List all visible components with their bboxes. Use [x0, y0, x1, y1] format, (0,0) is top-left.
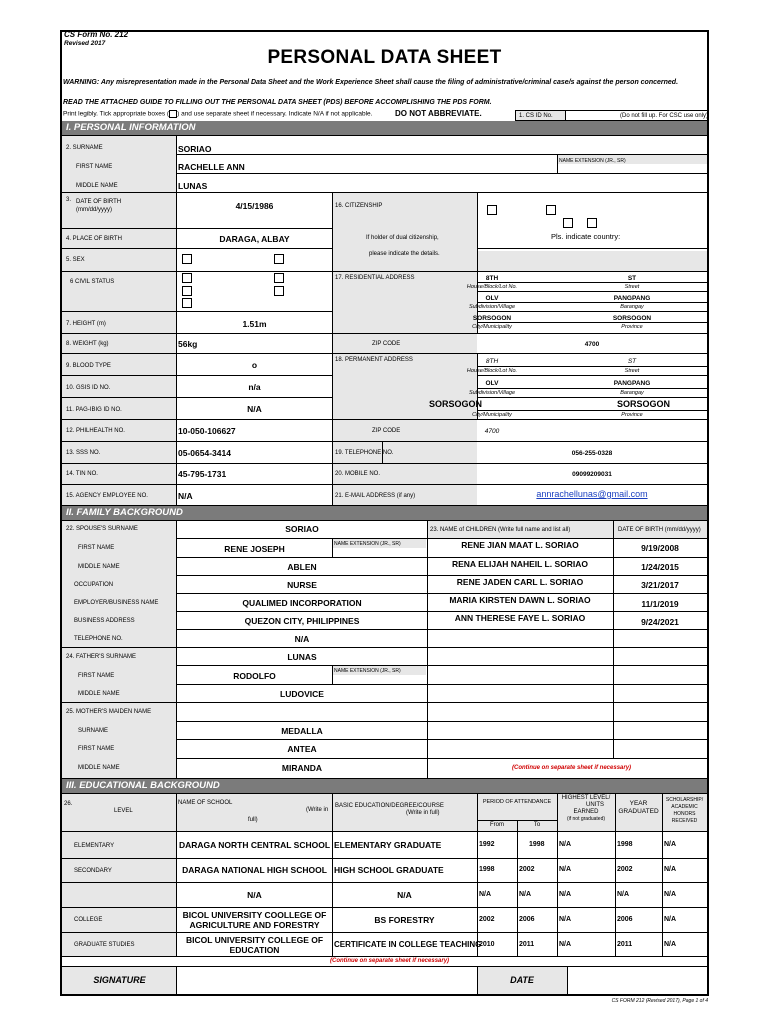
- civil-box-married[interactable]: [274, 273, 284, 283]
- honors-header-c: HONORS: [673, 811, 696, 817]
- perm-barangay[interactable]: PANGPANG: [613, 380, 651, 387]
- edu-honors-4[interactable]: N/A: [664, 916, 677, 923]
- edu-from-3[interactable]: N/A: [479, 891, 492, 898]
- units-header-d: (if not graduated): [566, 816, 606, 822]
- perm-province-sub: Province: [621, 412, 643, 418]
- father-first-label: FIRST NAME: [78, 673, 115, 679]
- mother-label: 25. MOTHER'S MAIDEN NAME: [66, 709, 152, 715]
- spouse-telephone-value[interactable]: N/A: [294, 634, 310, 644]
- date-label: DATE: [510, 975, 534, 985]
- philhealth-label: 12. PHILHEALTH NO.: [66, 428, 125, 434]
- res-house[interactable]: 8TH: [485, 275, 499, 282]
- honors-header: [662, 797, 707, 825]
- year-header: [615, 800, 662, 816]
- civil-status-label: 6 CIVIL STATUS: [70, 279, 115, 285]
- res-province-sub: Province: [621, 324, 643, 330]
- citizenship-box-4[interactable]: [587, 218, 597, 228]
- edu-school-4[interactable]: BICOL UNIVERSITY COOLLEGE OF: [182, 910, 327, 920]
- residential-label: 17. RESIDENTIAL ADDRESS: [335, 275, 415, 281]
- date-field[interactable]: [568, 967, 707, 994]
- edu-units-3[interactable]: N/A: [559, 891, 572, 898]
- child-3-dob[interactable]: 3/21/2017: [641, 580, 679, 590]
- edu-year-3[interactable]: N/A: [617, 891, 630, 898]
- middle-name-value[interactable]: LUNAS: [178, 181, 208, 191]
- country-label: Pls. indicate country:: [551, 232, 621, 241]
- spouse-surname-label: 22. SPOUSE'S SURNAME: [66, 526, 138, 532]
- pagibig-label: 11. PAG-IBIG ID NO.: [66, 407, 122, 413]
- blood-type-value[interactable]: o: [251, 360, 258, 370]
- edu-from-5[interactable]: 2010: [479, 941, 495, 948]
- signature-label: SIGNATURE: [93, 975, 146, 985]
- children-label: 23. NAME of CHILDREN (Write full name and list all): [430, 527, 571, 533]
- child-3-name[interactable]: RENE JADEN CARL L. SORIAO: [456, 577, 584, 587]
- edu-honors-3[interactable]: N/A: [664, 891, 677, 898]
- employer-label: EMPLOYER/BUSINESS NAME: [74, 600, 159, 606]
- course-header-b: (Write in full): [406, 810, 440, 816]
- height-value[interactable]: 1.51m: [242, 319, 267, 329]
- edu-to-3[interactable]: N/A: [519, 891, 532, 898]
- sss-value[interactable]: 05-0654-3414: [178, 448, 231, 458]
- citizenship-box-3[interactable]: [563, 218, 573, 228]
- first-name-label: FIRST NAME: [76, 164, 113, 170]
- mother-first-label: FIRST NAME: [78, 746, 115, 752]
- edu-course-2[interactable]: HIGH SCHOOL GRADUATE: [334, 865, 444, 875]
- dob-label: DATE OF BIRTH: [76, 199, 122, 205]
- revised-label: Revised 2017: [64, 40, 106, 47]
- agency-label: 15. AGENCY EMPLOYEE NO.: [66, 493, 148, 499]
- civil-box-single[interactable]: [182, 273, 192, 283]
- edu-to-5[interactable]: 2011: [519, 941, 535, 948]
- period-header: PERIOD OF ATTENDANCE: [482, 799, 552, 805]
- spouse-middle-value[interactable]: ABLEN: [287, 562, 317, 572]
- edu-school-4-line2[interactable]: AGRICULTURE AND FORESTRY: [189, 920, 320, 930]
- edu-units-2[interactable]: N/A: [559, 866, 572, 873]
- spouse-middle-label: MIDDLE NAME: [78, 564, 120, 570]
- dual-citizenship-text-b: please indicate the details.: [369, 251, 440, 257]
- page-footer: CS FORM 212 (Revised 2017), Page 1 of 4: [611, 998, 708, 1004]
- no-abbreviate-text: DO NOT ABBREVIATE.: [395, 109, 482, 118]
- children-dob-label: DATE OF BIRTH (mm/dd/yyyy): [618, 527, 701, 533]
- edu-honors-1[interactable]: N/A: [664, 841, 677, 848]
- edu-honors-5[interactable]: N/A: [664, 941, 677, 948]
- year-header-b: GRADUATED: [618, 808, 659, 815]
- school-header-b: (Write in: [306, 807, 329, 813]
- res-barangay-sub: Barangay: [620, 304, 644, 310]
- first-name-value[interactable]: RACHELLE ANN: [178, 162, 245, 172]
- mother-surname-value[interactable]: MEDALLA: [281, 726, 323, 736]
- perm-zip-label: ZIP CODE: [372, 428, 401, 434]
- from-header: From: [490, 822, 504, 828]
- edu-to-2[interactable]: 2002: [519, 866, 535, 873]
- edu-level-2: SECONDARY: [74, 868, 112, 874]
- perm-subdivision-sub: Subdivision/Village: [468, 390, 516, 396]
- perm-house[interactable]: 8TH: [485, 358, 499, 365]
- spouse-ext-label: NAME EXTENSION (JR., SR): [334, 541, 401, 547]
- pob-label: 4. PLACE OF BIRTH: [66, 236, 122, 242]
- family-continue-note: (Continue on separate sheet if necessary): [512, 765, 632, 771]
- mother-surname-label: SURNAME: [78, 728, 109, 734]
- dob-value[interactable]: 4/15/1986: [235, 201, 274, 211]
- level-header: LEVEL: [114, 808, 133, 814]
- sex-label: 5. SEX: [66, 257, 85, 263]
- civil-box-other[interactable]: [182, 298, 192, 308]
- name-ext-label: NAME EXTENSION (JR., SR): [559, 158, 626, 164]
- res-zip-value[interactable]: 4700: [584, 341, 600, 348]
- sex-box-female[interactable]: [274, 254, 284, 264]
- perm-street-sub: Street: [624, 368, 640, 374]
- edu-from-2[interactable]: 1998: [479, 866, 495, 873]
- father-middle-value[interactable]: LUDOVICE: [280, 689, 324, 699]
- res-city[interactable]: SORSOGON: [472, 315, 512, 322]
- education-continue-note: (Continue on separate sheet if necessary): [330, 958, 450, 964]
- occupation-value[interactable]: NURSE: [287, 580, 317, 590]
- child-5-name[interactable]: ANN THERESE FAYE L. SORIAO: [454, 613, 586, 623]
- perm-province[interactable]: SORSOGON: [617, 399, 671, 409]
- edu-school-2[interactable]: DARAGA NATIONAL HIGH SCHOOL: [182, 865, 327, 875]
- philhealth-value[interactable]: 10-050-106627: [178, 426, 236, 436]
- child-2-name[interactable]: RENA ELIJAH NAHEIL L. SORIAO: [451, 559, 588, 569]
- child-2-dob[interactable]: 1/24/2015: [641, 562, 679, 572]
- perm-city[interactable]: SORSOGON: [429, 399, 483, 409]
- edu-course-3[interactable]: N/A: [397, 890, 412, 900]
- school-header-c: full): [248, 817, 258, 823]
- units-header-c: EARNED: [573, 809, 599, 815]
- edu-year-2[interactable]: 2002: [617, 866, 633, 873]
- mobile-label: 20. MOBILE NO.: [335, 471, 381, 477]
- edu-units-5[interactable]: N/A: [559, 941, 572, 948]
- telephone-label: 19. TELEPHONE NO.: [335, 450, 394, 456]
- edu-from-4[interactable]: 2002: [479, 916, 495, 923]
- permanent-label: 18. PERMANENT ADDRESS: [335, 357, 413, 363]
- page-title: PERSONAL DATA SHEET: [267, 47, 502, 68]
- father-middle-label: MIDDLE NAME: [78, 691, 120, 697]
- form-sheet: [60, 30, 709, 996]
- cs-id-note: (Do not fill up. For CSC use only): [620, 113, 709, 119]
- email-label: 21. E-MAIL ADDRESS (if any): [335, 493, 416, 499]
- print-text-a: Print legibly. Tick appropriate boxes (: [63, 110, 170, 118]
- edu-level-5: GRADUATE STUDIES: [74, 942, 135, 948]
- pob-value[interactable]: DARAGA, ALBAY: [219, 234, 290, 244]
- res-zip-label: ZIP CODE: [372, 341, 401, 347]
- units-header-b: UNITS: [586, 802, 604, 808]
- father-surname-value[interactable]: LUNAS: [287, 652, 317, 662]
- to-header: To: [533, 822, 541, 828]
- dob-format: (mm/dd/yyyy): [76, 207, 112, 213]
- units-header-a: HIGHEST LEVEL/: [561, 795, 611, 801]
- mother-first-value[interactable]: ANTEA: [287, 744, 317, 754]
- father-ext-label: NAME EXTENSION (JR., SR): [334, 668, 401, 674]
- child-1-name[interactable]: RENE JIAN MAAT L. SORIAO: [461, 540, 579, 550]
- print-text-b: ) and use separate sheet if necessary. Indicate N/A if not applicable.: [177, 110, 373, 118]
- edu-to-4[interactable]: 2006: [519, 916, 535, 923]
- section-education-header: III. EDUCATIONAL BACKGROUND: [62, 779, 707, 793]
- perm-house-sub: House/Block/Lot No.: [466, 368, 518, 374]
- father-surname-label: 24. FATHER'S SURNAME: [66, 654, 137, 660]
- year-header-a: YEAR: [629, 800, 648, 807]
- citizenship-box-1[interactable]: [487, 205, 497, 215]
- edu-level-4: COLLEGE: [74, 917, 103, 923]
- agency-value[interactable]: N/A: [178, 491, 193, 501]
- employer-value[interactable]: QUALIMED INCORPORATION: [242, 598, 362, 608]
- child-4-dob[interactable]: 11/1/2019: [641, 599, 679, 609]
- perm-zip-value[interactable]: 4700: [484, 428, 500, 435]
- citizenship-box-2[interactable]: [546, 205, 556, 215]
- perm-city-sub: City/Municipality: [472, 412, 512, 418]
- guide-text: READ THE ATTACHED GUIDE TO FILLING OUT THE PERSONAL DATA SHEET (PDS) BEFORE ACCOMPLISHING THE PDS FORM.: [63, 99, 492, 106]
- honors-header-b: ACADEMIC: [671, 804, 698, 810]
- spouse-telephone-label: TELEPHONE NO.: [74, 636, 123, 642]
- dual-citizenship-text-a: If holder of dual citizenship,: [366, 235, 439, 241]
- edu-level-1: ELEMENTARY: [74, 843, 115, 849]
- signature-field[interactable]: [177, 967, 477, 994]
- res-street[interactable]: ST: [627, 275, 637, 282]
- edu-school-3[interactable]: N/A: [247, 890, 262, 900]
- edu-course-1[interactable]: ELEMENTARY GRADUATE: [334, 840, 442, 850]
- mobile-value[interactable]: 09099209031: [572, 471, 612, 478]
- section-personal-header: I. PERSONAL INFORMATION: [62, 121, 707, 135]
- surname-value[interactable]: SORIAO: [178, 144, 212, 154]
- edu-year-1[interactable]: 1998: [617, 841, 633, 848]
- occupation-label: OCCUPATION: [74, 582, 114, 588]
- weight-value[interactable]: 56kg: [178, 339, 198, 349]
- spouse-first-label: FIRST NAME: [78, 545, 115, 551]
- edu-school-5-line2[interactable]: EDUCATION: [229, 945, 280, 955]
- surname-label: 2. SURNAME: [66, 145, 103, 151]
- tin-value[interactable]: 45-795-1731: [178, 469, 227, 479]
- honors-header-d: RECEIVED: [671, 818, 698, 824]
- business-address-value[interactable]: QUEZON CITY, PHILIPPINES: [244, 616, 360, 626]
- father-first-value[interactable]: RODOLFO: [233, 671, 276, 681]
- education-num: 26.: [64, 801, 73, 807]
- pagibig-value[interactable]: N/A: [247, 404, 262, 414]
- child-4-name[interactable]: MARIA KIRSTEN DAWN L. SORIAO: [449, 595, 591, 605]
- form-number: CS Form No. 212: [64, 30, 129, 39]
- family-label-column: [62, 520, 176, 778]
- child-1-dob[interactable]: 9/19/2008: [641, 543, 679, 553]
- edu-units-4[interactable]: N/A: [559, 916, 572, 923]
- sex-box-male[interactable]: [182, 254, 192, 264]
- telephone-value[interactable]: 056-255-0328: [571, 450, 613, 457]
- business-address-label: BUSINESS ADDRESS: [74, 618, 135, 624]
- spouse-surname-value[interactable]: SORIAO: [285, 524, 319, 534]
- edu-honors-2[interactable]: N/A: [664, 866, 677, 873]
- citizenship-label: 16. CITIZENSHIP: [335, 203, 383, 209]
- res-subdivision-sub: Subdivision/Village: [468, 304, 516, 310]
- spouse-first-value[interactable]: RENE JOSEPH: [224, 544, 285, 554]
- section-family-header: II. FAMILY BACKGROUND: [62, 506, 707, 520]
- honors-header-a: SCHOLARSHIP/: [665, 797, 704, 803]
- units-header: [557, 795, 615, 823]
- middle-name-label: MIDDLE NAME: [76, 183, 118, 189]
- perm-street[interactable]: ST: [627, 358, 637, 365]
- email-value[interactable]: annrachellunas@gmail.com: [536, 489, 648, 499]
- edu-units-1[interactable]: N/A: [559, 841, 572, 848]
- warning-text: WARNING: Any misrepresentation made in the Personal Data Sheet and the Work Experience Sheet shall cause the filing of administrative/criminal case/s against the person concerned.: [63, 79, 679, 86]
- school-header-a: NAME OF SCHOOL: [178, 800, 233, 806]
- res-street-sub: Street: [624, 284, 640, 290]
- perm-subdivision[interactable]: OLV: [485, 380, 499, 387]
- edu-year-4[interactable]: 2006: [617, 916, 633, 923]
- perm-barangay-sub: Barangay: [620, 390, 644, 396]
- dob-num: 3.: [66, 197, 72, 203]
- res-province[interactable]: SORSOGON: [612, 315, 652, 322]
- edu-to-1[interactable]: 1998: [529, 841, 545, 848]
- child-5-dob[interactable]: 9/24/2021: [641, 617, 679, 627]
- gsis-value[interactable]: n/a: [248, 382, 261, 392]
- edu-from-1[interactable]: 1992: [479, 841, 495, 848]
- civil-box-separated[interactable]: [274, 286, 284, 296]
- res-barangay[interactable]: PANGPANG: [613, 295, 651, 302]
- res-house-sub: House/Block/Lot No.: [466, 284, 518, 290]
- height-label: 7. HEIGHT (m): [66, 321, 106, 327]
- weight-label: 8. WEIGHT (kg): [66, 341, 109, 347]
- civil-box-widowed[interactable]: [182, 286, 192, 296]
- tin-label: 14. TIN NO.: [66, 471, 98, 477]
- mother-middle-value[interactable]: MIRANDA: [281, 763, 323, 773]
- course-header-a: BASIC EDUCATION/DEGREE/COURSE: [335, 803, 444, 809]
- edu-school-1[interactable]: DARAGA NORTH CENTRAL SCHOOL: [178, 840, 331, 850]
- gsis-label: 10. GSIS ID NO.: [66, 385, 111, 391]
- edu-course-5[interactable]: CERTIFICATE IN COLLEGE TEACHING: [334, 940, 482, 949]
- mother-middle-label: MIDDLE NAME: [78, 765, 120, 771]
- edu-year-5[interactable]: 2011: [617, 941, 633, 948]
- edu-school-5[interactable]: BICOL UNIVERSITY COLLEGE OF: [185, 935, 324, 945]
- res-subdivision[interactable]: OLV: [485, 295, 499, 302]
- blood-type-label: 9. BLOOD TYPE: [66, 363, 111, 369]
- sss-label: 13. SSS NO.: [66, 450, 101, 456]
- cs-id-label: 1. CS ID No.: [519, 113, 553, 119]
- edu-course-4[interactable]: BS FORESTRY: [374, 915, 435, 925]
- res-city-sub: City/Municipality: [472, 324, 512, 330]
